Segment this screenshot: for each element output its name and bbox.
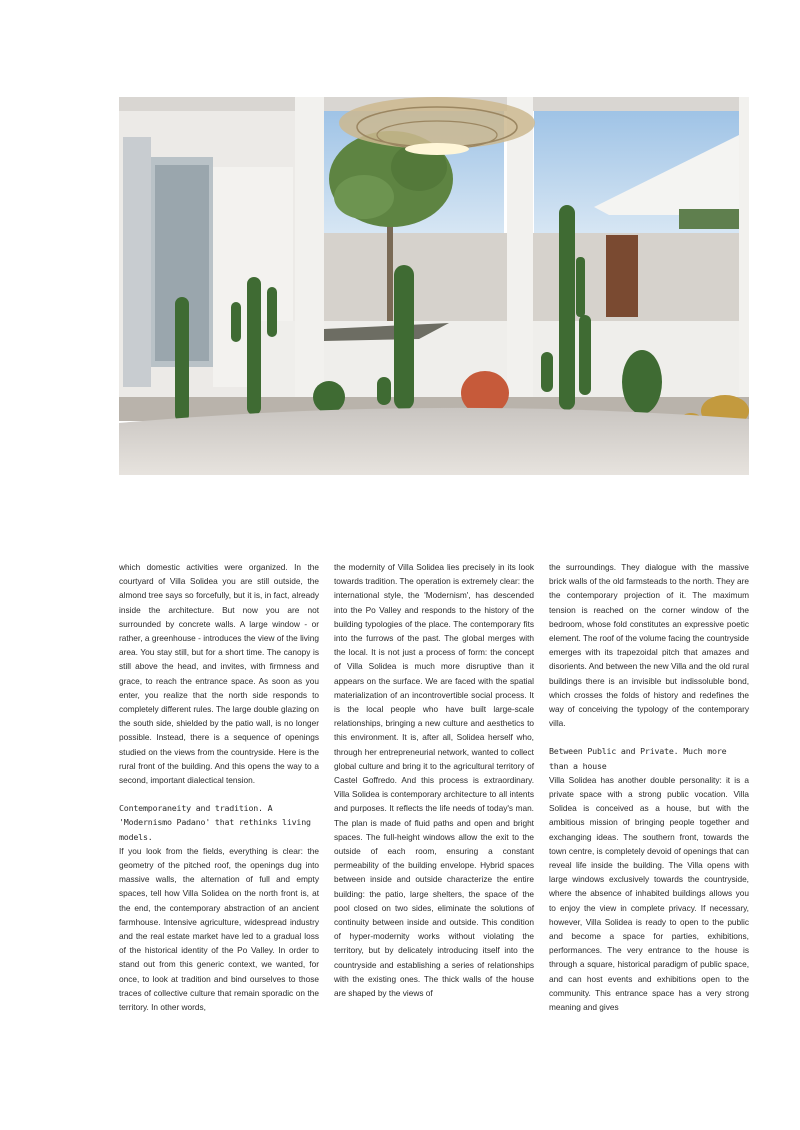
- paragraph: the surroundings. They dialogue with the massive brick walls of the old farmsteads to the north. They are the contemporary projection of it. The maximum tension is reached on the corner window of the bedroom, whose fold constitutes an expressive poetic element. The roof of the volume facing the countryside emerges with its trapezoidal pitch that amazes and disorients. And between the new Villa and the old rural buildings there is an invisible but indissoluble bond, which crosses the folds of history and redefines the way of conceiving the typology of the contemporary villa.: [549, 562, 750, 729]
- text-column-2: [334, 560, 534, 1000]
- paragraph: Villa Solidea has another double personality: it is a private space with a strong public vocation. Villa Solidea is conceived as a house, but with the ambitious mission of bringing people together and exchanging ideas. The southern front, towards the town centre, is completely devoid of openings that can reveal life inside the building. The Villa opens with large windows exclusively towards the countryside, where the absence of inhabited buildings allows you to enjoy the view in complete privacy. If necessary, however, Villa Solidea is ready to open to the public and become a space for parties, exhibitions, performances. The very entrance to the house is through a square, historical paradigm of public space, and can host events and exhibitions open to the community. This entrance space has a very strong meaning and gives: [549, 774, 749, 1013]
- photo-illustration: [119, 97, 749, 475]
- text-column-1: [119, 560, 319, 1014]
- text-column-3: [549, 560, 749, 1014]
- paragraph: the modernity of Villa Solidea lies precisely in its look towards tradition. The operation is extremely clear: the international style, the 'Modernism', has descended into the Po Valley and responds to the history of the building typologies of the place. The contemporary fits into the furrows of the past. The global merges with the local. It is not just a process of form: the concept of Villa Solidea is much more disruptive than it appears on the surface. We are faced with the spatial materialization of an incontrovertible social process. It is the local people who have built large-scale relationships, bringing a new culture and aesthetics to this environment. It is, after all, Solidea herself who, through her entrepreneurial network, wanted to collect global culture and bring it to the agricultural territory of Castel Goffredo. And this process is extraordinary. Villa Solidea is contemporary architecture to all intents and purposes. It reflects the life needs of today's man. The plan is made of fluid paths and open and bright spaces. The full-height windows allow the exit to the outside of each room, ensuring a constant permeability of the building envelope. Hybrid spaces between inside and outside characterize the entire building: the patio, large shelters, the space of the pool closed on two sides, eliminate the solutions of continuity between inside and outside. This condition of hyper-modernity works without violating the territory, but by delicately introducing itself into the countryside and establishing a series of relationships with the existing ones. The thick walls of the house are shaped by the views of: [334, 562, 534, 999]
- section-heading: Contemporaneity and tradition. A 'Modernismo Padano' that rethinks living models.: [119, 803, 311, 842]
- paragraph: If you look from the fields, everything is clear: the geometry of the pitched roof, the openings dug into massive walls, the alternation of full and empty spaces, tell how Villa Solidea on the north front is, at the end, the contemporary abstraction of an ancient farmhouse. Intensive agriculture, widespread industry and the real estate market have led to a gradual loss of the historical identity of the Po Valley. In order to stand out from this generic context, we wanted, for once, to look at tradition and bind ourselves to those traces of collective culture that remain sporadic on the territory. In other words,: [119, 845, 319, 1013]
- paragraph: which domestic activities were organized. In the courtyard of Villa Solidea you are still outside, the almond tree says so forcefully, but it is, in fact, already inside the architecture. But now you are not surrounded by concrete walls. A large window - or rather, a greenhouse - introduces the view of the living area. You stay still, but for a short time. The canopy is still above the head, and invites, with firmness and grace, to reach the entrance space. As soon as you enter, you realize that the north side responds to completely different rules. The large double glazing on the south side, shielded by the patio wall, is no longer possible. Instead, there is a sequence of openings studied on the views from the countryside. Here is the rural front of the building. And this opens the way to a second, important dialectical tension.: [119, 562, 319, 786]
- section-heading: Between Public and Private. Much more than a house: [549, 746, 727, 771]
- photo-villa-interior: [119, 97, 749, 475]
